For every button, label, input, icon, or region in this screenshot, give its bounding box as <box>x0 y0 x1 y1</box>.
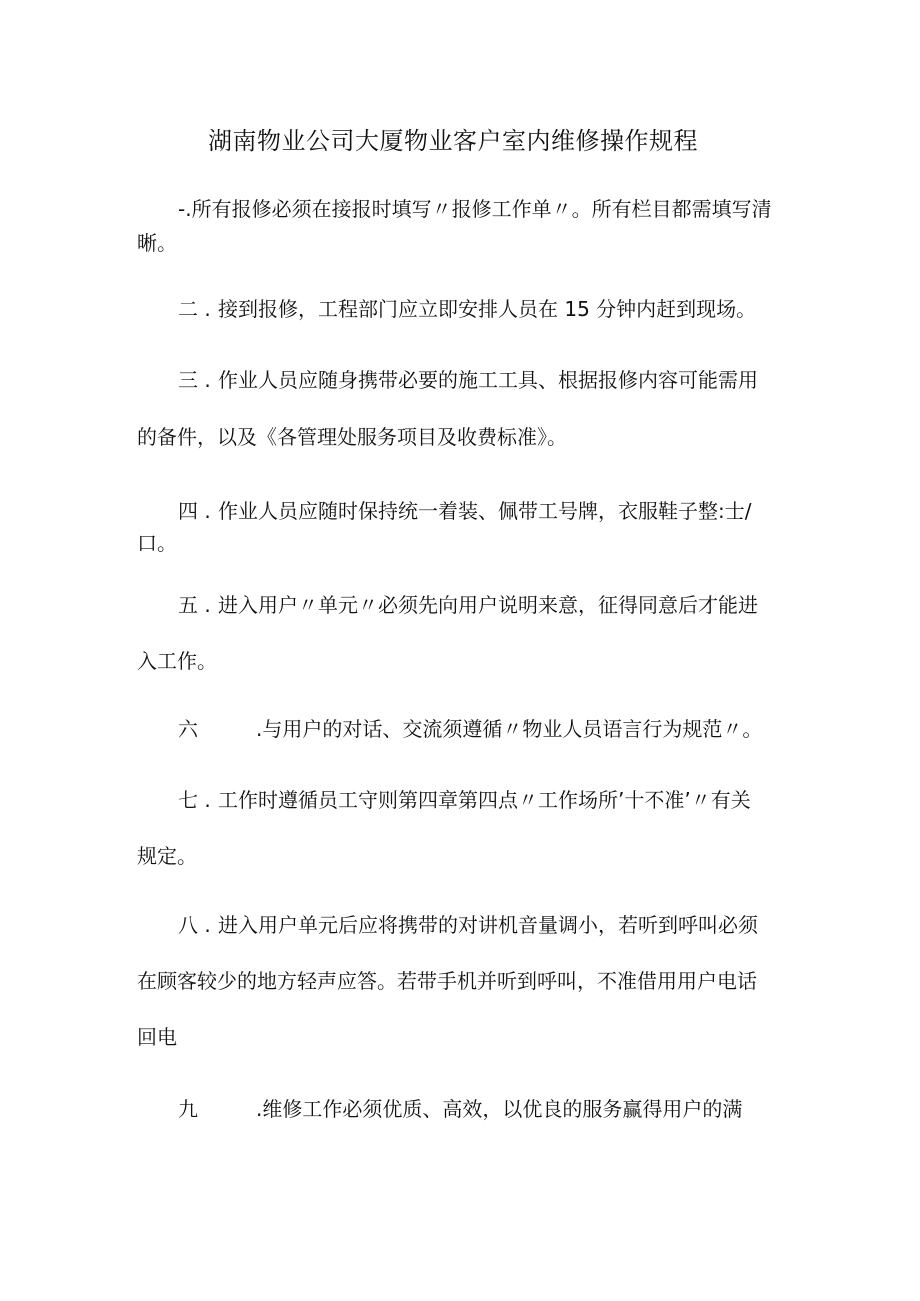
item-9-number: 九 <box>178 1097 198 1121</box>
item-1-number: -. <box>178 197 192 221</box>
item-6-number: 六 <box>178 717 198 741</box>
item-5-line-1: 五 . 进入用户〃单元〃必须先向用户说明来意，征得同意后才能进 <box>178 590 758 620</box>
item-8-number: 八 . <box>178 913 211 937</box>
item-2-number: 二 . <box>178 297 211 321</box>
item-4-number: 四 . <box>178 499 211 523</box>
item-1-line-2: 晰。 <box>137 231 177 255</box>
item-1-line-1: -.所有报修必须在接报时填写〃报修工作单〃。所有栏目都需填写清 <box>178 194 772 224</box>
document-title: 湖南物业公司大厦物业客户室内维修操作规程 <box>208 127 698 155</box>
item-4-line-2: 口。 <box>137 531 177 555</box>
item-6-line-1: 六 .与用户的对话、交流须遵循〃物业人员语言行为规范〃。 <box>178 714 762 744</box>
item-8-line-1: 八 . 进入用户单元后应将携带的对讲机音量调小，若听到呼叫必须 <box>178 910 758 940</box>
item-7-line-1: 七 . 工作时遵循员工守则第四章第四点〃工作场所’十不准’〃有关 <box>178 785 751 815</box>
item-3-line-2: 的备件，以及《各管理处服务项目及收费标准》。 <box>137 425 567 449</box>
item-3-line-1: 三 . 作业人员应随身携带必要的施工工具、根据报修内容可能需用 <box>178 365 758 395</box>
item-3-number: 三 . <box>178 368 211 392</box>
item-5-number: 五 . <box>178 593 211 617</box>
item-7-number: 七 . <box>178 788 211 812</box>
item-7-line-2: 规定。 <box>137 844 197 868</box>
item-8-line-2: 在顾客较少的地方轻声应答。若带手机并听到呼叫，不准借用用户电话 <box>137 969 757 993</box>
item-9-line-1: 九 .维修工作必须优质、高效，以优良的服务赢得用户的满 <box>178 1094 742 1124</box>
item-2-line-1: 二 . 接到报修，工程部门应立即安排人员在 15 分钟内赶到现场。 <box>178 294 756 324</box>
item-5-line-2: 入工作。 <box>137 649 217 673</box>
item-4-line-1: 四 . 作业人员应随时保持统一着装、佩带工号牌，衣服鞋子整:士/ <box>178 496 751 526</box>
item-8-line-3: 回电 <box>137 1025 177 1049</box>
